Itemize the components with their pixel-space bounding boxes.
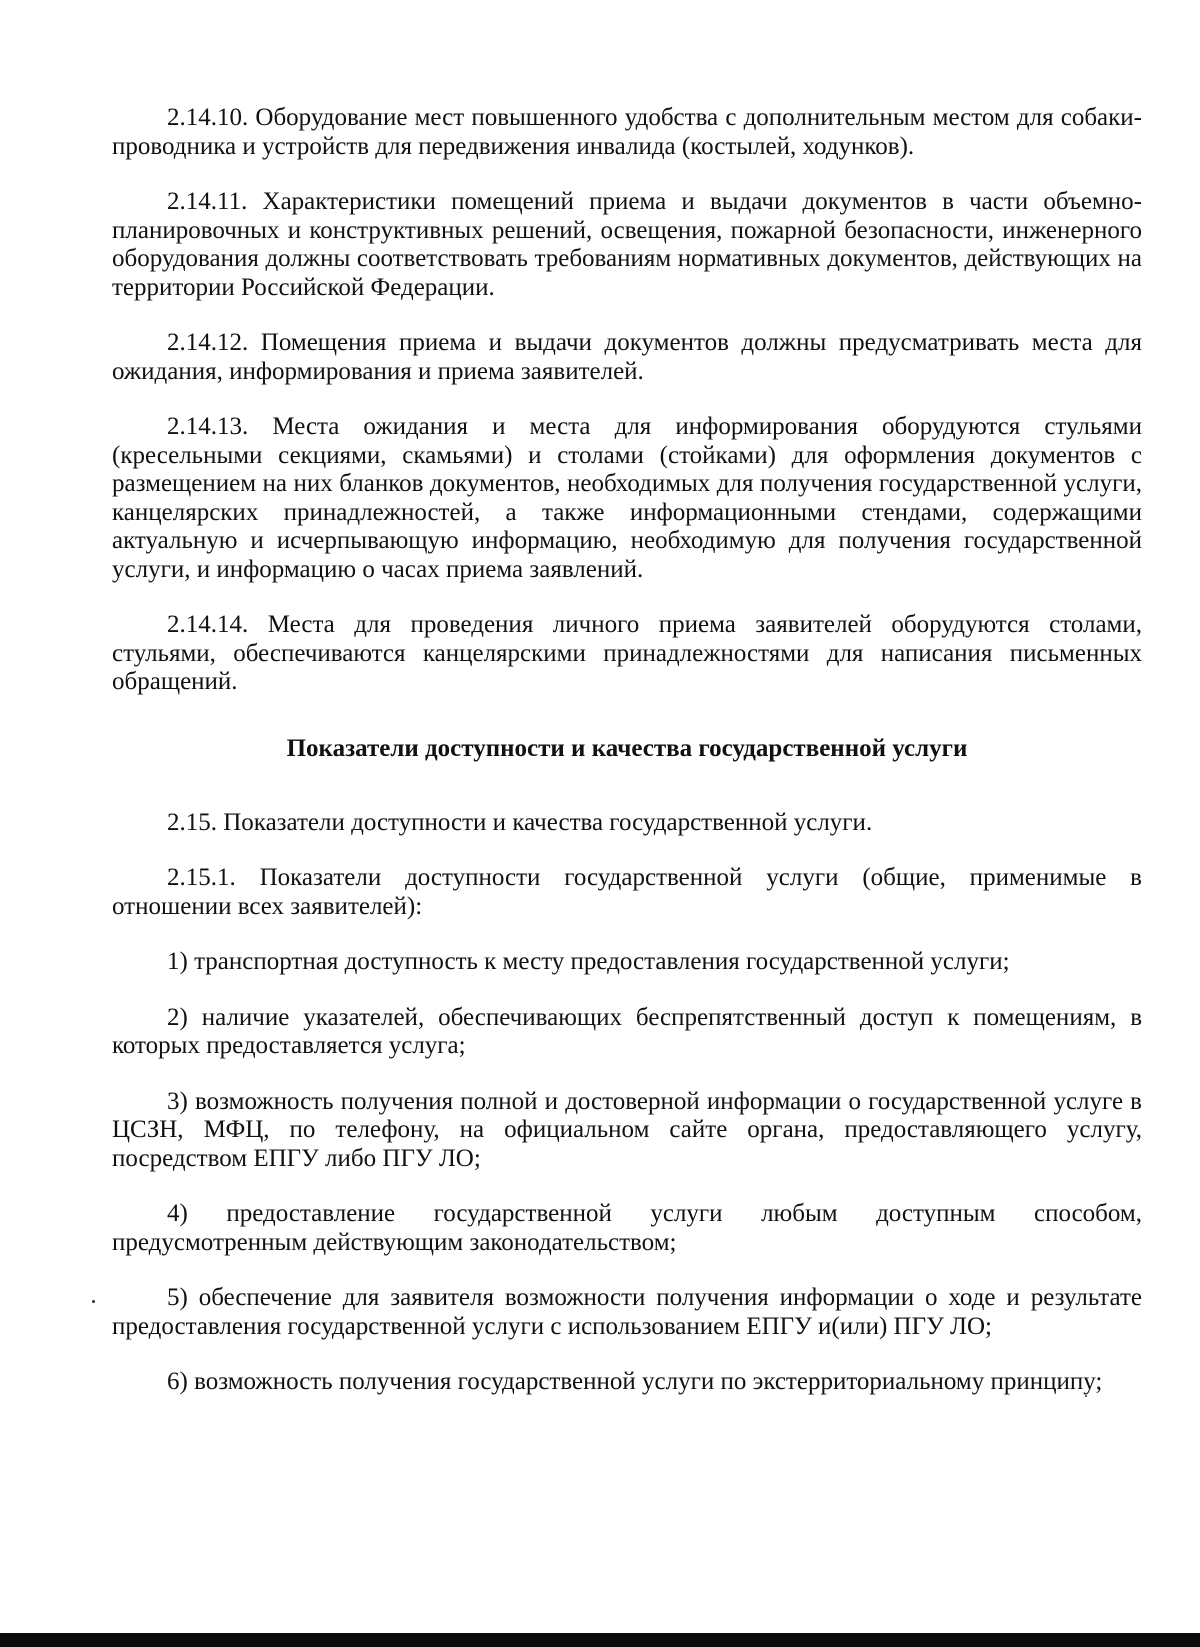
list-item-1: 1) транспортная доступность к месту предоставления государственной услуги; [167,948,1010,975]
scan-speck [92,1300,95,1303]
list-item-3: 3) возможность получения полной и достоверной информации о государственной услуге в ЦСЗН, МФЦ, по телефону, на официальном сайте органа, предоставляющего услугу, посредством ЕПГУ либо ПГУ ЛО; [112,1087,1142,1172]
scan-border-bottom [0,1633,1200,1647]
paragraph-2-14-11: 2.14.11. Характеристики помещений приема и выдачи документов в части объемно-планировочных и конструктивных решений, освещения, пожарной безопасности, инженерного оборудования должны соответствовать требованиям нормативных документов, действующих на территории Российской Федерации. [112,188,1142,301]
list-item-5: 5) обеспечение для заявителя возможности получения информации о ходе и результате предоставления государственной услуги с использованием ЕПГУ и(или) ПГУ ЛО; [112,1284,1142,1340]
list-item-6: 6) возможность получения государственной услуги по экстерриториальному принципу; [167,1368,1103,1395]
scan-speck [1085,1395,1087,1397]
paragraph-2-15: 2.15. Показатели доступности и качества государственной услуги. [167,808,873,836]
paragraph-2-14-10: 2.14.10. Оборудование мест повышенного удобства с дополнительным местом для собаки-проводника и устройств для передвижения инвалида (костылей, ходунков). [112,104,1142,160]
paragraph-2-14-14: 2.14.14. Места для проведения личного приема заявителей оборудуются столами, стульями, обеспечиваются канцелярскими принадлежностями для написания письменных обращений. [112,611,1142,695]
list-item-4: 4) предоставление государственной услуги любым доступным способом, предусмотренным действующим законодательством; [112,1200,1142,1256]
paragraph-2-14-12: 2.14.12. Помещения приема и выдачи документов должны предусматривать места для ожидания, информирования и приема заявителей. [112,329,1142,385]
document-body [112,104,1142,1424]
list-item-2: 2) наличие указателей, обеспечивающих беспрепятственный доступ к помещениям, в которых предоставляется услуга; [112,1003,1142,1059]
paragraph-2-14-13: 2.14.13. Места ожидания и места для информирования оборудуются стульями (кресельными секциями, скамьями) и столами (стойками) для оформления документов с размещением на них бланков документов, необходимых для получения государственной услуги, канцелярских принадлежностей, а также информационными стендами, содержащими актуальную и исчерпывающую информацию, необходимую для получения государственной услуги, и информацию о часах приема заявлений. [112,413,1142,583]
paragraph-2-15-1: 2.15.1. Показатели доступности государственной услуги (общие, применимые в отношении всех заявителей): [112,864,1142,920]
section-heading: Показатели доступности и качества государственной услуги [286,734,968,762]
